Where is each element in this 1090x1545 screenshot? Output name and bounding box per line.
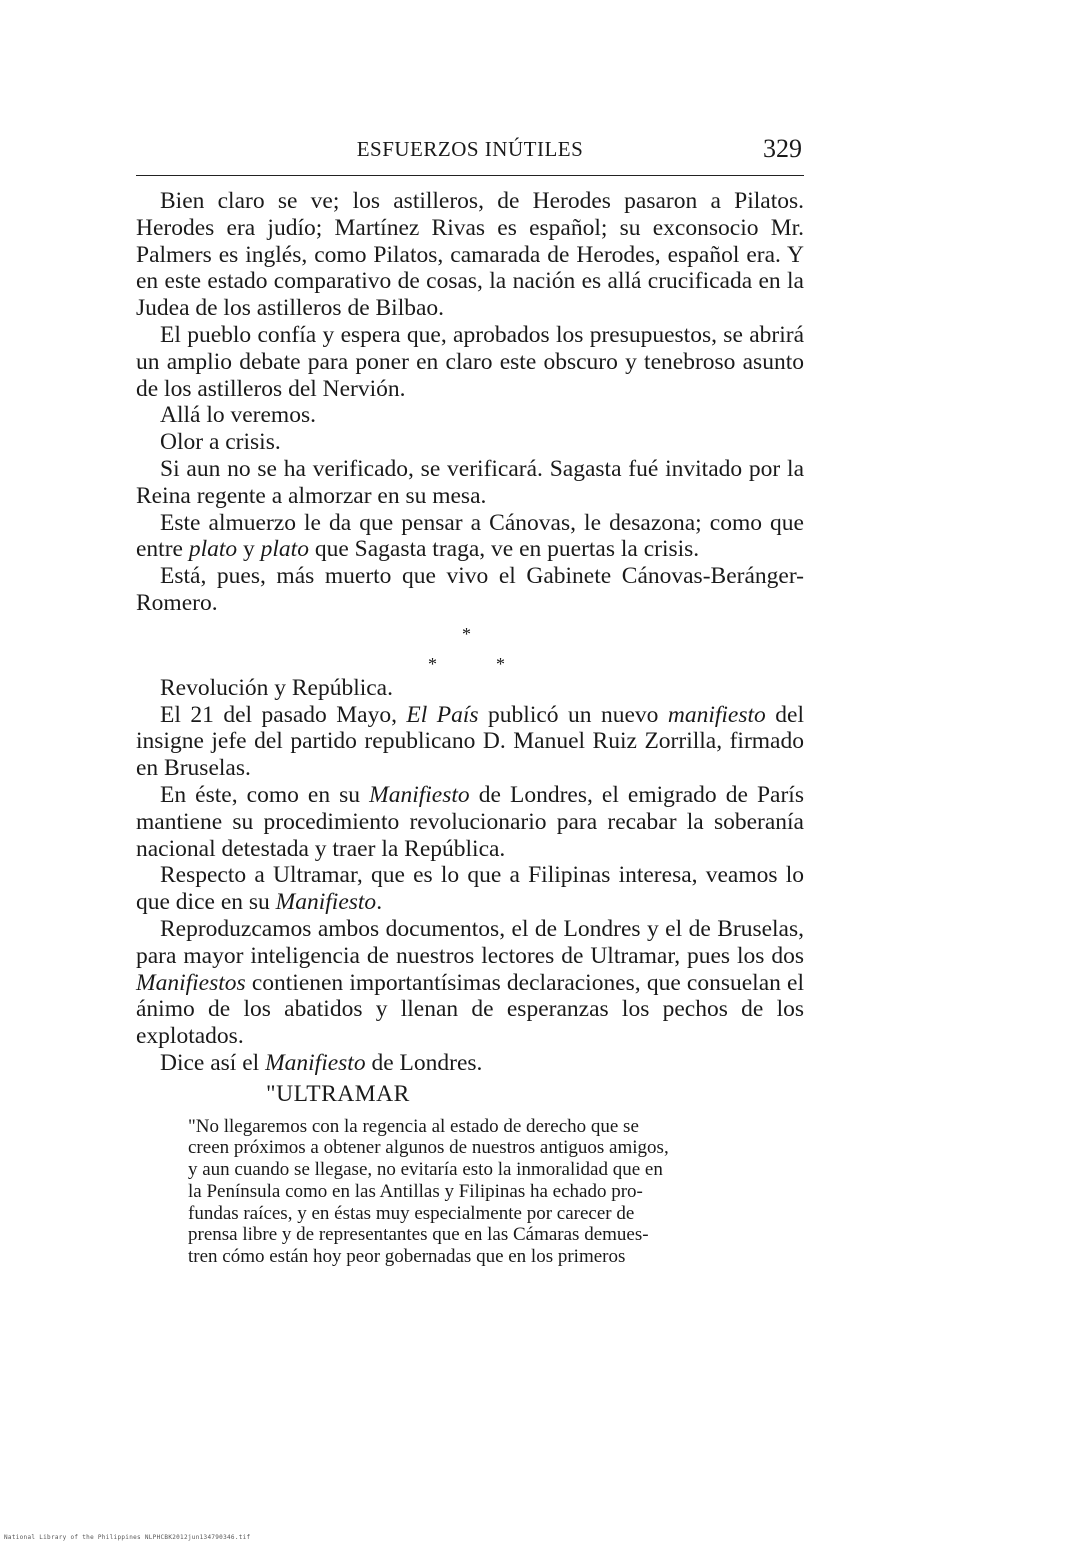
asterisk-right: * [496,653,505,674]
paragraph: Dice así el Manifiesto de Londres. [160,1049,483,1076]
quote-line: fundas raíces, y en éstas muy especialmente por carecer de [188,1202,635,1224]
asterisk-top: * [462,623,471,644]
paragraph: Allá lo veremos. [160,402,316,429]
paragraph: Reproduzcamos ambos documentos, el de Londres y el de Bruselas, para mayor inteligencia de nuestros lectores de Ultramar, pues los dos Manifiestos contienen importantísimas declaraciones, que consuelan el ánimo de los abatidos y llenan de esperanzas los pechos de los explotados. [136,915,804,1050]
quote-line: y aun cuando se llegase, no evitaría esto la inmoralidad que en [188,1159,663,1181]
running-title: ESFUERZOS INÚTILES [356,137,584,161]
paragraph: Olor a crisis. [160,429,281,456]
asterisk-left: * [428,653,437,674]
paragraph: Si aun no se ha verificado, se verificará. Sagasta fué invitado por la Reina regente a almorzar en su mesa. [136,455,804,509]
header-rule [136,175,804,176]
quote-line: "No llegaremos con la regencia al estado de derecho que se [188,1115,639,1137]
paragraph: Está, pues, más muerto que vivo el Gabinete Cánovas-Beránger-Romero. [136,563,804,616]
paragraph: En éste, como en su Manifiesto de Londres, el emigrado de París mantiene su procedimiento revolucionario para recabar la soberanía nacional detestada y traer la República. [136,781,804,862]
paragraph: Revolución y República. [160,674,393,701]
section-break-asterism [136,617,804,675]
quote-line: creen próximos a obtener algunos de nuestros antiguos amigos, [188,1137,669,1159]
body-text [136,188,804,1268]
paragraph: El 21 del pasado Mayo, El País publicó un nuevo manifiesto del insigne jefe del partido republicano D. Manuel Ruiz Zorrilla, firmado en Bruselas. [136,701,804,782]
page-number: 329 [763,134,802,163]
page-header [136,134,804,174]
quote-heading: "ULTRAMAR [266,1080,410,1107]
quote-line: tren cómo están hoy peor gobernadas que en los primeros [188,1246,626,1268]
quote-line: prensa libre y de representantes que en las Cámaras demues- [188,1224,649,1246]
paragraph: Respecto a Ultramar, que es lo que a Filipinas interesa, veamos lo que dice en su Manifiesto. [136,862,804,916]
scan-footer-note: National Library of the Philippines NLPHCBK2012jun134790346.tif [4,1534,251,1541]
quote-line: la Península como en las Antillas y Filipinas ha echado pro- [188,1180,643,1202]
paragraph: Bien claro se ve; los astilleros, de Herodes pasaron a Pilatos. Herodes era judío; Martínez Rivas es español; su exconsocio Mr. Palmers es inglés, como Pilatos, camarada de Herodes, español era. Y en este estado comparativo de cosas, la nación es allá crucificada en la Judea de los astilleros de Bilbao. [136,188,804,322]
paragraph: Este almuerzo le da que pensar a Cánovas, le desazona; como que entre plato y plato que Sagasta traga, ve en puertas la crisis. [136,509,804,563]
paragraph: El pueblo confía y espera que, aprobados los presupuestos, se abrirá un amplio debate para poner en claro este obscuro y tenebroso asunto de los astilleros del Nervión. [136,321,804,402]
quoted-manifesto [136,1116,804,1269]
